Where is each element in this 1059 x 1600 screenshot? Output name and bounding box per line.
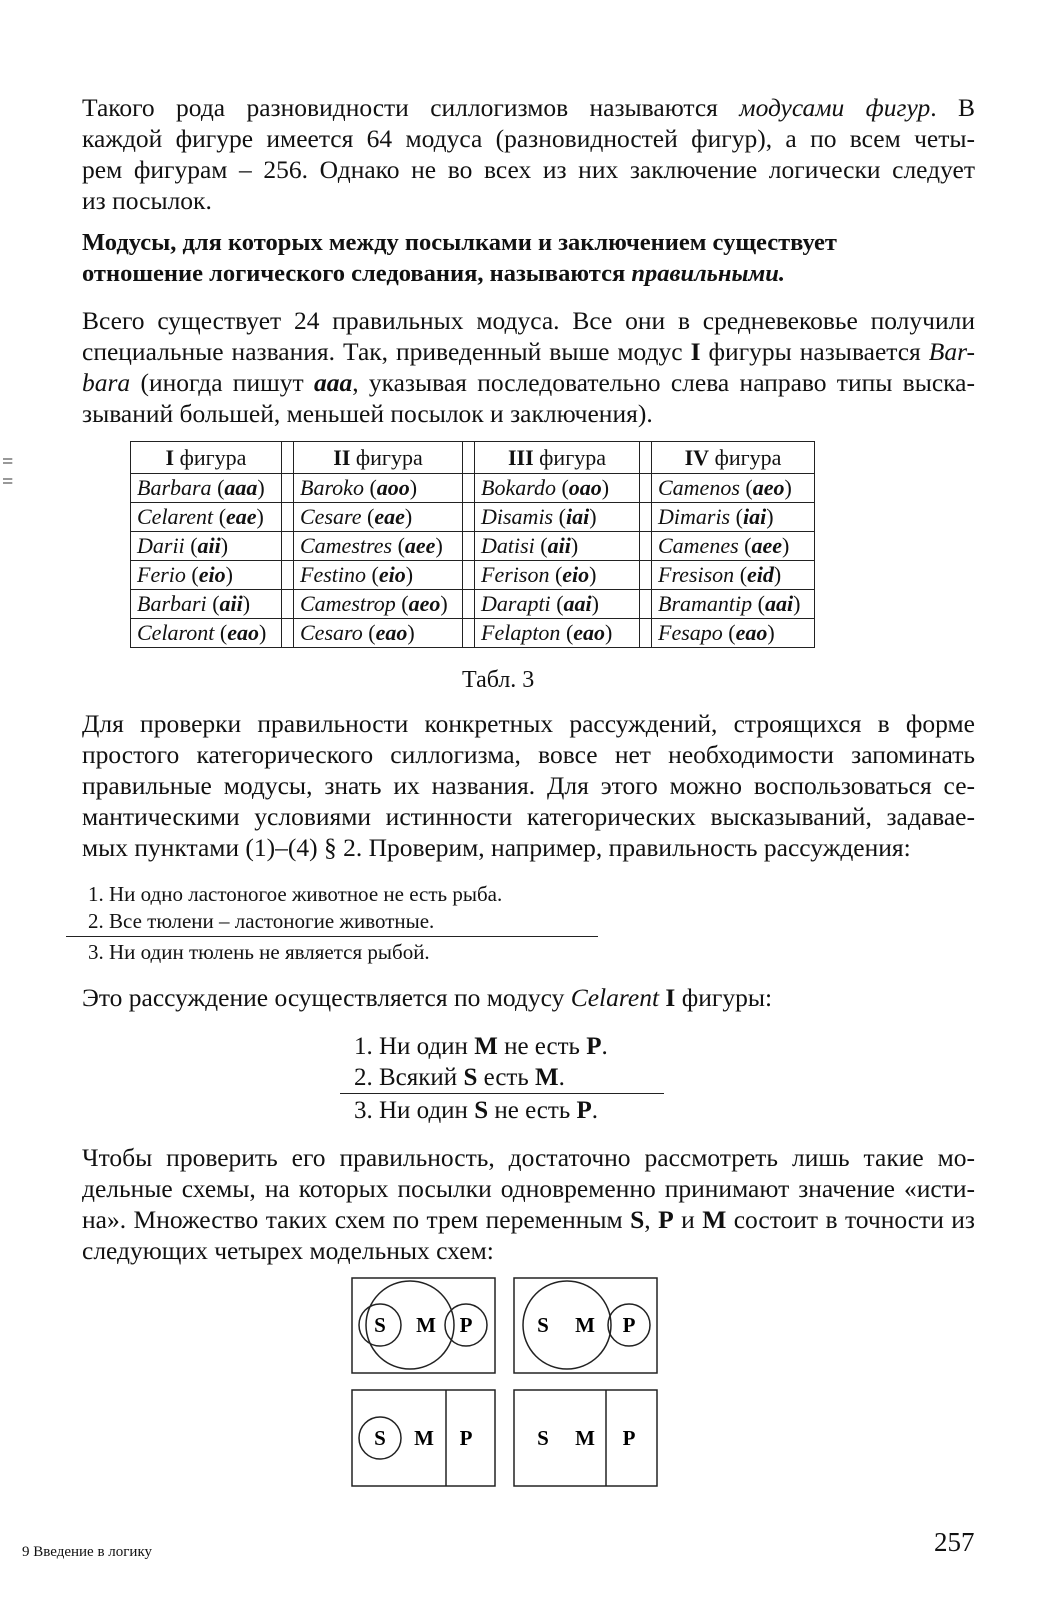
- mode-name: Celarent: [137, 504, 214, 529]
- header-figure-3: III фигура: [475, 442, 640, 474]
- scheme-4: [514, 1390, 657, 1486]
- mode-name: Datisi: [481, 533, 535, 558]
- mode-cell: Barbari (aii): [131, 590, 282, 619]
- mode-cell: Datisi (aii): [475, 532, 640, 561]
- scheme-4-label-m: M: [575, 1426, 595, 1450]
- table-row: [131, 532, 815, 561]
- mode-name: Cesaro: [300, 620, 363, 645]
- mode-name: Disamis: [481, 504, 554, 529]
- model-schemes-diagram: [340, 1270, 670, 1520]
- mode-code: eao: [573, 620, 606, 645]
- mode-name: Ferio: [137, 562, 186, 587]
- mode-name: Camestres: [300, 533, 393, 558]
- margin-mark: = =: [2, 451, 14, 493]
- mode-cell: Festino (eio): [294, 561, 463, 590]
- scheme-3-label-p: P: [459, 1426, 473, 1450]
- mode-name: Ferison: [481, 562, 550, 587]
- scheme-1-label-p: P: [459, 1313, 473, 1337]
- mode-name: Bramantip: [658, 591, 753, 616]
- mode-code: iai: [742, 504, 767, 529]
- mode-code: aaa: [224, 475, 258, 500]
- mode-cell: Bramantip (aai): [652, 590, 815, 619]
- mode-name: Darapti: [481, 591, 551, 616]
- mode-code: aeo: [752, 475, 785, 500]
- mode-code: aai: [764, 591, 794, 616]
- mode-name: Celaront: [137, 620, 215, 645]
- mode-cell: Fresison (eid): [652, 561, 815, 590]
- mode-name: Dimaris: [658, 504, 731, 529]
- modes-table: [130, 441, 815, 648]
- mode-code: aii: [547, 533, 571, 558]
- mode-name: Bokardo: [481, 475, 556, 500]
- scheme-4-label-p: P: [622, 1426, 636, 1450]
- mode-code: iai: [565, 504, 590, 529]
- mode-cell: Cesaro (eao): [294, 619, 463, 648]
- mode-code: eae: [226, 504, 257, 529]
- mode-cell: Celaront (eao): [131, 619, 282, 648]
- mode-name: Festino: [300, 562, 366, 587]
- header-figure-1: I фигура: [131, 442, 282, 474]
- table-row: [131, 619, 815, 648]
- page-number: 257: [934, 1527, 975, 1557]
- mode-code: aii: [197, 533, 221, 558]
- scheme-3: [352, 1390, 495, 1486]
- mode-cell: Barbara (aaa): [131, 474, 282, 503]
- scheme-2: [514, 1278, 657, 1373]
- mode-code: eio: [378, 562, 406, 587]
- schema-conclusion: 3. Ни один S не есть P.: [354, 1097, 599, 1124]
- mode-name: Camestrop: [300, 591, 396, 616]
- schema-premise-2: 2. Всякий S есть M.: [354, 1064, 565, 1091]
- mode-cell: Fesapo (eao): [652, 619, 815, 648]
- mode-name: Fresison: [658, 562, 735, 587]
- table-row: [131, 561, 815, 590]
- example-inference-line: [66, 936, 598, 937]
- mode-cell: Ferison (eio): [475, 561, 640, 590]
- mode-cell: Felapton (eao): [475, 619, 640, 648]
- example-premise-1: 1. Ни одно ластоногое животное не есть рыба.: [88, 882, 503, 906]
- mode-name: Cesare: [300, 504, 362, 529]
- mode-name: Barbari: [137, 591, 207, 616]
- mode-code: aee: [404, 533, 436, 558]
- footer-signature: 9 Введение в логику: [22, 1544, 153, 1560]
- mode-name: Felapton: [481, 620, 561, 645]
- mode-code: eao: [227, 620, 260, 645]
- mode-code: aeo: [408, 591, 441, 616]
- scheme-2-label-p: P: [622, 1313, 636, 1337]
- mode-code: aee: [751, 533, 783, 558]
- mode-cell: Bokardo (oao): [475, 474, 640, 503]
- mode-code: eio: [198, 562, 226, 587]
- example-premise-2: 2. Все тюлени – ластоногие животные.: [88, 909, 435, 933]
- example-conclusion: 3. Ни один тюлень не является рыбой.: [88, 940, 430, 964]
- table-header-row: [131, 442, 815, 474]
- mode-cell: Darii (aii): [131, 532, 282, 561]
- scheme-3-label-s: S: [374, 1426, 386, 1450]
- mode-code: eao: [375, 620, 408, 645]
- mode-code: eao: [735, 620, 768, 645]
- mode-code: eio: [562, 562, 590, 587]
- mode-cell: Ferio (eio): [131, 561, 282, 590]
- mode-name: Baroko: [300, 475, 364, 500]
- scheme-2-label-m: M: [575, 1313, 595, 1337]
- scheme-4-label-s: S: [537, 1426, 549, 1450]
- paragraph-celarent: Это рассуждение осуществляется по модусу Celarent I фигуры:: [82, 983, 773, 1012]
- table-row: [131, 590, 815, 619]
- mode-cell: Disamis (iai): [475, 503, 640, 532]
- mode-cell: Camenes (aee): [652, 532, 815, 561]
- mode-cell: Camenos (aeo): [652, 474, 815, 503]
- scheme-3-label-m: M: [414, 1426, 434, 1450]
- mode-name: Darii: [137, 533, 185, 558]
- table-row: [131, 503, 815, 532]
- mode-cell: Darapti (aai): [475, 590, 640, 619]
- paragraph-model-schemes: Чтобы проверить его правильность, достаточно рассмотреть лишь такие мо- дельные схемы, на которых посылки одновременно принимают значение «исти- на». Множество таких схем по трем переменным S, P и M состоит в точности из следующих четырех модельных схем:: [82, 1143, 975, 1265]
- table-caption: Табл. 3: [462, 667, 535, 693]
- mode-code: eae: [374, 504, 405, 529]
- scheme-1: [352, 1278, 495, 1373]
- table-row: [131, 474, 815, 503]
- mode-cell: Camestrop (aeo): [294, 590, 463, 619]
- paragraph-checking: Для проверки правильности конкретных рассуждений, строящихся в форме простого категорического силлогизма, вовсе нет необходимости запоминать правильные модусы, знать их названия. Для этого можно воспользоваться се- мантическими условиями истинности категорических высказываний, задавае- мых пунктами (1)–(4) § 2. Проверим, например, правильность рассуждения:: [82, 709, 975, 862]
- schema-inference-line: [340, 1093, 664, 1094]
- definition-correct-modes: Модусы, для которых между посылками и заключением существует отношение логического следования, называются правильными.: [82, 229, 837, 287]
- mode-cell: Cesare (eae): [294, 503, 463, 532]
- modes-table-body: [131, 474, 815, 648]
- paragraph-modes-intro: Такого рода разновидности силлогизмов называются модусами фигур. В каждой фигуре имеется 64 модуса (разновидностей фигур), а по всем четы- рем фигурам – 256. Однако не во всех из них заключение логически следует из посылок.: [82, 93, 975, 215]
- scheme-2-label-s: S: [537, 1313, 549, 1337]
- mode-cell: Celarent (eae): [131, 503, 282, 532]
- mode-name: Barbara: [137, 475, 212, 500]
- scheme-1-label-s: S: [374, 1313, 386, 1337]
- schema-premise-1: 1. Ни один M не есть P.: [354, 1033, 608, 1060]
- mode-code: eid: [747, 562, 774, 587]
- scheme-1-label-m: M: [416, 1313, 436, 1337]
- mode-name: Fesapo: [658, 620, 723, 645]
- header-figure-2: II фигура: [294, 442, 463, 474]
- mode-code: aai: [563, 591, 592, 616]
- mode-cell: Dimaris (iai): [652, 503, 815, 532]
- mode-name: Camenes: [658, 533, 739, 558]
- mode-name: Camenos: [658, 475, 740, 500]
- mode-code: aoo: [376, 475, 410, 500]
- paragraph-24-modes: Всего существует 24 правильных модуса. Все они в средневековье получили специальные названия. Так, приведенный выше модус I фигуры называется Bar- bara (иногда пишут aaa, указывая последовательно слева направо типы выска- зываний большей, меньшей посылок и заключения).: [82, 306, 976, 428]
- mode-code: oao: [568, 475, 602, 500]
- mode-cell: Camestres (aee): [294, 532, 463, 561]
- mode-cell: Baroko (aoo): [294, 474, 463, 503]
- header-figure-4: IV фигура: [652, 442, 815, 474]
- mode-code: aii: [219, 591, 243, 616]
